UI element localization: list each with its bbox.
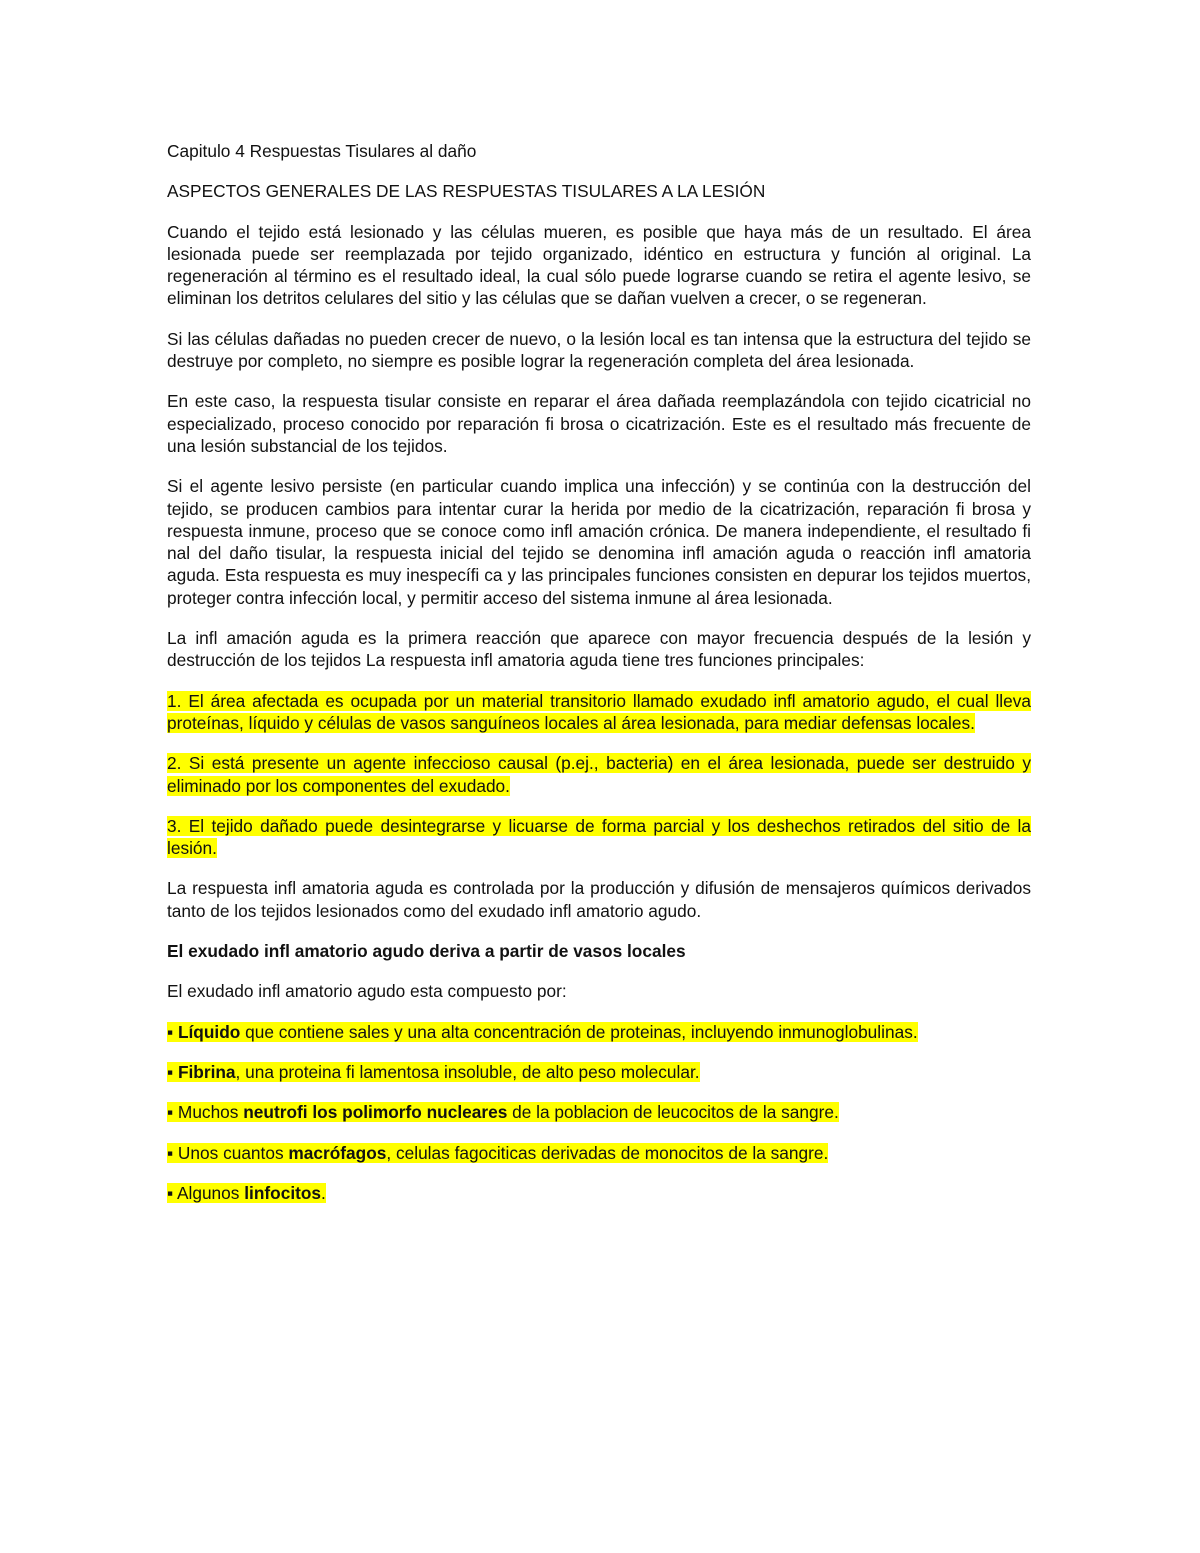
subheading-text: El exudado infl amatorio agudo deriva a partir de vasos locales — [167, 941, 686, 962]
bullet-bold: neutrofi los polimorfo nucleares — [243, 1102, 508, 1123]
paragraph-3: En este caso, la respuesta tisular consiste en reparar el área dañada reemplazándola con tejido cicatricial no especializado, proceso conocido por reparación fi brosa o cicatrización. Este es el resultado más frecuente de una lesión substancial de los tejidos. — [167, 391, 1031, 456]
paragraph-6: La respuesta infl amatoria aguda es controlada por la producción y difusión de mensajeros químicos derivados tanto de los tejidos lesionados como del exudado infl amatorio agudo. — [167, 878, 1031, 921]
bullet-suffix: , una proteina fi lamentosa insoluble, de alto peso molecular. — [235, 1061, 700, 1082]
bullet-item — [167, 1101, 1031, 1123]
highlighted-text: 2. Si está presente un agente infeccioso causal (p.ej., bacteria) en el área lesionada, puede ser destruido y eliminado por los componentes del exudado. — [167, 753, 1031, 796]
highlighted-text — [167, 1102, 839, 1122]
numbered-item-2 — [167, 752, 1031, 797]
bullet-prefix: ▪ Algunos — [167, 1182, 245, 1203]
section-title: ASPECTOS GENERALES DE LAS RESPUESTAS TISULARES A LA LESIÓN — [167, 181, 766, 202]
bullet-prefix: ▪ — [167, 1021, 178, 1042]
document-page — [167, 140, 1031, 1222]
bullet-item — [167, 1061, 1031, 1083]
chapter-title: Capitulo 4 Respuestas Tisulares al daño — [167, 141, 477, 161]
highlighted-text — [167, 1183, 326, 1203]
bullet-bold: Líquido — [177, 1021, 241, 1042]
bullet-bold: Fibrina — [177, 1061, 236, 1082]
bullet-suffix: , celulas fagociticas derivadas de monocitos de la sangre. — [386, 1142, 829, 1163]
paragraph-2: Si las células dañadas no pueden crecer de nuevo, o la lesión local es tan intensa que la estructura del tejido se destruye por completo, no siempre es posible lograr la regeneración completa del área lesionada. — [167, 328, 1031, 372]
bullet-bold: macrófagos — [288, 1142, 387, 1163]
paragraph-7: El exudado infl amatorio agudo esta compuesto por: — [167, 981, 567, 1002]
bullet-item — [167, 1182, 1031, 1204]
highlighted-text — [167, 1022, 918, 1042]
bullet-prefix: ▪ Unos cuantos — [167, 1142, 289, 1163]
bullet-prefix: ▪ Muchos — [167, 1102, 244, 1123]
paragraph-1: Cuando el tejido está lesionado y las células mueren, es posible que haya más de un resultado. El área lesionada puede ser reemplazada por tejido organizado, idéntico en estructura y función al original. La regeneración al término es el resultado ideal, la cual sólo puede lograrse cuando se retira el agente lesivo, se eliminan los detritos celulares del sitio y las células que se dañan vuelven a crecer, o se regeneran. — [167, 221, 1031, 309]
paragraph-4: Si el agente lesivo persiste (en particular cuando implica una infección) y se continúa con la destrucción del tejido, se producen cambios para intentar curar la herida por medio de la cicatrización, reparación fi brosa y respuesta inmune, proceso que se conoce como infl amación crónica. De manera independiente, el resultado fi nal del daño tisular, la respuesta inicial del tejido se denomina infl amación aguda o reacción infl amatoria aguda. Esta respuesta es muy inespecífi ca y las principales funciones consisten en depurar los tejidos muertos, proteger contra infección local, y permitir acceso del sistema inmune al área lesionada. — [167, 476, 1031, 608]
numbered-item-3 — [167, 815, 1031, 860]
bullet-suffix: . — [321, 1182, 326, 1203]
bullet-suffix: que contiene sales y una alta concentración de proteinas, incluyendo inmunoglobulinas. — [240, 1021, 918, 1042]
subheading — [167, 940, 1031, 962]
bullet-bold: linfocitos — [244, 1182, 322, 1203]
highlighted-text: 3. El tejido dañado puede desintegrarse y licuarse de forma parcial y los deshechos retirados del sitio de la lesión. — [167, 815, 1031, 859]
bullet-item — [167, 1021, 1031, 1043]
highlighted-text — [167, 1062, 700, 1082]
bullet-item — [167, 1142, 1031, 1164]
bullet-suffix: de la poblacion de leucocitos de la sangre. — [507, 1102, 839, 1123]
paragraph-5: La infl amación aguda es la primera reacción que aparece con mayor frecuencia después de la lesión y destrucción de los tejidos La respuesta infl amatoria aguda tiene tres funciones principales: — [167, 628, 1031, 671]
highlighted-text: 1. El área afectada es ocupada por un material transitorio llamado exudado infl amatorio agudo, el cual lleva proteínas, líquido y células de vasos sanguíneos locales al área lesionada, para mediar defensas locales. — [167, 690, 1031, 733]
numbered-item-1 — [167, 690, 1031, 735]
bullet-prefix: ▪ — [167, 1061, 178, 1082]
highlighted-text — [167, 1143, 828, 1163]
